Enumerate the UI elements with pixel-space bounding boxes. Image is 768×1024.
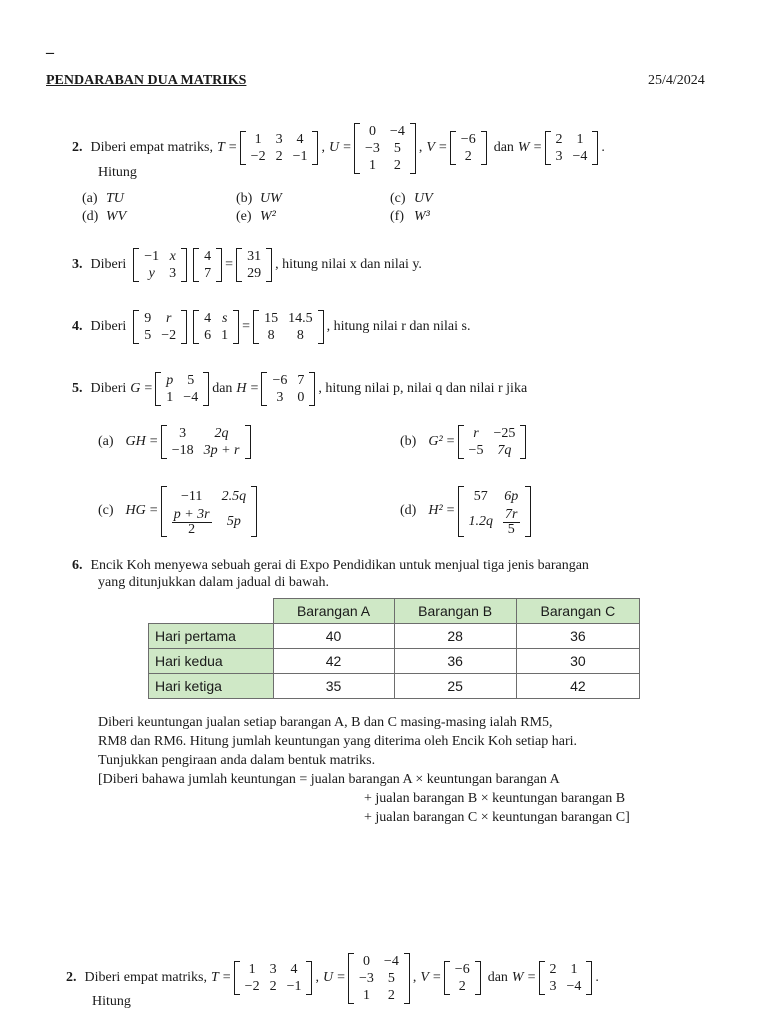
matrix-cell: 3p + r [203, 443, 240, 458]
part-label: (b) [236, 191, 253, 206]
matrix-cell: 3 [169, 266, 177, 281]
matrix-cell: 2.5q [221, 488, 247, 504]
matrix-g [155, 372, 209, 406]
matrix-cell: −2 [244, 979, 260, 994]
table-header-row [149, 599, 640, 624]
question-text: Diberi [90, 319, 127, 334]
matrix-cell: 2 [464, 149, 472, 164]
matrix-cell: 7 [297, 373, 305, 388]
matrix-cell: 3 [555, 149, 563, 164]
matrix-name-u: U [322, 970, 334, 985]
matrix-q5-c [161, 486, 257, 537]
paragraph-line: Tunjukkan pengiraan anda dalam bentuk matriks. [98, 753, 376, 768]
table-cell: 42 [516, 674, 639, 699]
question-number: 4. [72, 319, 83, 334]
matrix-cell: 4 [296, 132, 304, 147]
matrix-cell: −1 [292, 149, 308, 164]
table-cell: 30 [516, 649, 639, 674]
q5-part-b [400, 422, 529, 462]
matrix-cell: 3 [276, 390, 284, 405]
matrix-cell: 2 [269, 979, 277, 994]
part-expression: W³ [414, 209, 430, 224]
conjunction: dan [493, 140, 514, 155]
matrix-cell: 4 [204, 249, 212, 264]
table-header: Barangan B [394, 599, 516, 624]
table-row [149, 674, 640, 699]
matrix-cell: x [169, 249, 176, 264]
matrix-cell: 5 [187, 373, 195, 388]
period: . [595, 970, 599, 985]
matrix-cell: 3 [269, 962, 277, 977]
matrix-cell: −4 [383, 953, 399, 969]
part-lhs: G² [428, 434, 443, 449]
matrix-cell: 0 [362, 953, 370, 969]
equals-sign: = [527, 970, 536, 985]
fraction-numerator: 7r [505, 506, 518, 522]
matrix-cell: −4 [572, 149, 588, 164]
matrix-cell: y [148, 266, 155, 281]
part-label: (b) [400, 434, 417, 449]
question-2 [72, 122, 605, 174]
equals-sign: = [250, 381, 259, 396]
question-number: 2. [66, 970, 77, 985]
table-cell: 36 [516, 624, 639, 649]
hitung-label: Hitung [98, 165, 137, 180]
comma: , [315, 970, 319, 985]
sales-table [148, 598, 640, 699]
matrix-name-t: T [216, 140, 225, 155]
comma: , [418, 140, 423, 155]
table-cell: 36 [394, 649, 516, 674]
matrix-cell: 14.5 [288, 311, 313, 326]
matrix-cell: s [221, 311, 228, 326]
question-2-repeat [66, 952, 599, 1004]
matrix-cell: 5 [393, 140, 401, 156]
matrix-cell: −4 [183, 390, 199, 405]
table-cell: 40 [273, 624, 394, 649]
matrix-cell: r [473, 426, 479, 441]
question-number: 2. [72, 140, 83, 155]
equals-sign: = [225, 257, 234, 272]
matrix-cell: 1 [254, 132, 262, 147]
paragraph-line: + jualan barangan C × keuntungan barangan C] [364, 810, 630, 825]
row-header: Hari ketiga [149, 674, 274, 699]
matrix-cell: −5 [468, 443, 484, 458]
part-label: (e) [236, 209, 252, 224]
matrix-q3-b [193, 248, 222, 282]
matrix-cell: 2 [393, 157, 401, 173]
part-expression: WV [106, 209, 127, 224]
fraction-numerator: p + 3r [173, 506, 210, 522]
matrix-cell: 31 [247, 249, 262, 264]
equals-sign: = [149, 434, 158, 449]
table-cell: 25 [394, 674, 516, 699]
question-text: Encik Koh menyewa sebuah gerai di Expo Pendidikan untuk menjual tiga jenis barangan [90, 558, 589, 573]
question-text: , hitung nilai p, nilai q dan nilai r jika [318, 381, 528, 396]
question-5 [72, 370, 527, 408]
matrix-q4-b [193, 310, 239, 344]
matrix-cell: −1 [286, 979, 302, 994]
conjunction: dan [212, 381, 233, 396]
matrix-cell: 4 [204, 311, 212, 326]
part-expression: UW [260, 191, 282, 206]
equals-sign: = [438, 140, 447, 155]
matrix-cell: 29 [247, 266, 262, 281]
matrix-q3-a [133, 248, 187, 282]
part-label: (d) [82, 209, 99, 224]
matrix-cell: 15 [264, 311, 279, 326]
matrix-cell: 1 [368, 157, 376, 173]
part-expression: TU [106, 191, 124, 206]
question-text: , hitung nilai x dan nilai y. [275, 257, 422, 272]
matrix-q4-c [253, 310, 324, 344]
matrix-cell: 7q [497, 443, 512, 458]
equals-sign: = [228, 140, 237, 155]
matrix-cell: −3 [365, 140, 380, 156]
matrix-cell: −2 [161, 328, 177, 343]
fraction-denominator: 5 [507, 521, 515, 537]
matrix-cell: 2 [275, 149, 283, 164]
matrix-name-t: T [210, 970, 219, 985]
question-6 [72, 556, 589, 575]
equals-sign: = [337, 970, 346, 985]
matrix-cell: 6p [504, 488, 519, 504]
matrix-cell: 3 [179, 426, 187, 441]
matrix-u [354, 123, 416, 174]
question-text: Diberi empat matriks, [84, 970, 207, 985]
matrix-name-u: U [328, 140, 340, 155]
matrix-cell: 0 [297, 390, 305, 405]
matrix-cell: −1 [144, 249, 160, 264]
matrix-u [348, 953, 410, 1004]
question-text: , hitung nilai r dan nilai s. [326, 319, 471, 334]
table-row [149, 649, 640, 674]
matrix-cell: 1 [576, 132, 584, 147]
matrix-name-g: G [130, 381, 141, 396]
matrix-cell: r [165, 311, 172, 326]
question-text: Diberi empat matriks, [90, 140, 213, 155]
matrix-cell: 5 [387, 970, 395, 986]
part-lhs: GH [125, 434, 146, 449]
matrix-name-w: W [517, 140, 530, 155]
matrix-cell: 3 [275, 132, 283, 147]
matrix-cell: 1 [166, 390, 174, 405]
row-header: Hari kedua [149, 649, 274, 674]
part-label: (c) [98, 503, 114, 518]
question-number: 5. [72, 381, 83, 396]
part-label: (f) [390, 209, 404, 224]
equals-sign: = [343, 140, 352, 155]
matrix-cell: 2 [555, 132, 563, 147]
q5-part-c [98, 480, 260, 542]
table-header: Barangan A [273, 599, 394, 624]
table-cell: 28 [394, 624, 516, 649]
matrix-cell: 1 [362, 987, 370, 1003]
matrix-cell: 5p [226, 514, 241, 529]
equals-sign: = [222, 970, 231, 985]
matrix-cell: 4 [290, 962, 298, 977]
matrix-t [234, 961, 313, 995]
matrix-cell: 2 [387, 987, 395, 1003]
matrix-cell: 3 [549, 979, 557, 994]
matrix-cell [167, 508, 217, 537]
matrix-cell: 2 [549, 962, 557, 977]
matrix-cell: 5 [144, 328, 152, 343]
matrix-cell: p [166, 373, 174, 388]
matrix-cell: 6 [204, 328, 212, 343]
table-corner [149, 599, 274, 624]
matrix-cell: 8 [267, 328, 275, 343]
part-expression: W² [260, 209, 276, 224]
equals-sign: = [242, 319, 251, 334]
matrix-cell: 1.2q [468, 514, 494, 529]
matrix-cell: −6 [454, 962, 470, 977]
matrix-cell: 2 [458, 979, 466, 994]
hitung-label: Hitung [92, 994, 131, 1009]
question-number: 6. [72, 558, 83, 573]
equals-sign: = [432, 970, 441, 985]
matrix-cell: −6 [460, 132, 476, 147]
part-label: (a) [82, 191, 98, 206]
matrix-cell: 8 [296, 328, 304, 343]
paragraph-line: + jualan barangan B × keuntungan barangan B [364, 791, 626, 806]
question-text: Diberi [90, 257, 127, 272]
equals-sign: = [144, 381, 153, 396]
paragraph-line: Diberi keuntungan jualan setiap barangan A, B dan C masing-masing ialah RM5, [98, 715, 553, 730]
q5-part-a [98, 422, 254, 462]
matrix-w [539, 961, 593, 995]
matrix-cell: 1 [248, 962, 256, 977]
q2-parts [82, 191, 534, 225]
matrix-cell [498, 508, 524, 537]
q6-paragraph [98, 713, 630, 827]
matrix-q5-a [161, 425, 251, 459]
matrix-cell: 1 [570, 962, 578, 977]
row-header: Hari pertama [149, 624, 274, 649]
equals-sign: = [446, 434, 455, 449]
matrix-v [450, 131, 487, 165]
matrix-q5-d [458, 486, 531, 537]
matrix-q5-b [458, 425, 527, 459]
matrix-cell: −4 [389, 123, 405, 139]
question-4 [72, 308, 470, 346]
conjunction: dan [487, 970, 508, 985]
comma: , [412, 970, 417, 985]
matrix-t [240, 131, 319, 165]
question-text: Diberi [90, 381, 127, 396]
matrix-cell: 7 [204, 266, 212, 281]
matrix-cell: −3 [359, 970, 374, 986]
page-title: PENDARABAN DUA MATRIKS [46, 73, 247, 88]
part-lhs: H² [428, 503, 443, 518]
matrix-q4-a [133, 310, 187, 344]
q5-part-d [400, 480, 534, 542]
matrix-v [444, 961, 481, 995]
question-text-line: yang ditunjukkan dalam jadual di bawah. [98, 575, 329, 590]
table-header: Barangan C [516, 599, 639, 624]
matrix-name-v: V [420, 970, 429, 985]
matrix-cell: −11 [180, 488, 203, 504]
matrix-name-w: W [511, 970, 524, 985]
matrix-cell: 1 [221, 328, 229, 343]
equals-sign: = [149, 503, 158, 518]
matrix-cell: −4 [566, 979, 582, 994]
equals-sign: = [446, 503, 455, 518]
part-label: (d) [400, 503, 417, 518]
matrix-cell: 2q [214, 426, 229, 441]
matrix-cell: 9 [144, 311, 152, 326]
matrix-w [545, 131, 599, 165]
table-cell: 42 [273, 649, 394, 674]
paragraph-line: RM8 dan RM6. Hitung jumlah keuntungan yang diterima oleh Encik Koh setiap hari. [98, 734, 578, 749]
part-expression: UV [414, 191, 433, 206]
header-dash: – [46, 44, 54, 61]
matrix-name-h: H [236, 381, 247, 396]
part-label: (c) [390, 191, 406, 206]
matrix-h [261, 372, 315, 406]
matrix-cell: −25 [493, 426, 516, 441]
part-label: (a) [98, 434, 114, 449]
matrix-name-v: V [426, 140, 435, 155]
question-number: 3. [72, 257, 83, 272]
matrix-cell: −2 [250, 149, 266, 164]
period: . [601, 140, 605, 155]
matrix-q3-c [236, 248, 272, 282]
table-cell: 35 [273, 674, 394, 699]
question-3 [72, 246, 422, 284]
matrix-cell: −18 [171, 443, 194, 458]
matrix-cell: 0 [368, 123, 376, 139]
fraction-denominator: 2 [188, 521, 196, 537]
matrix-cell: −6 [272, 373, 288, 388]
page-date: 25/4/2024 [648, 73, 705, 88]
comma: , [321, 140, 325, 155]
part-lhs: HG [125, 503, 146, 518]
table-row [149, 624, 640, 649]
matrix-cell: 57 [473, 488, 488, 504]
equals-sign: = [533, 140, 542, 155]
paragraph-line: [Diberi bahawa jumlah keuntungan = jualan barangan A × keuntungan barangan A [98, 772, 560, 787]
